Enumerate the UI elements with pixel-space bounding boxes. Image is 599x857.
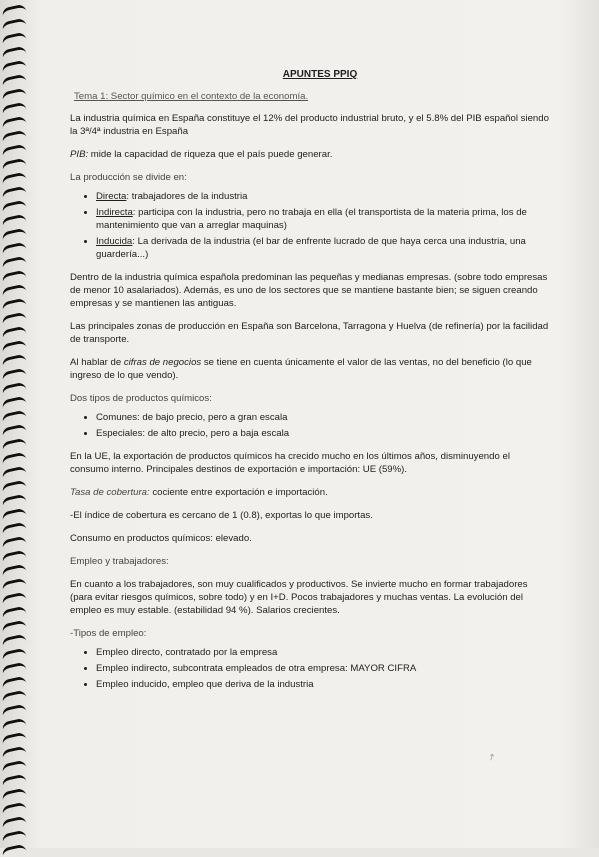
spiral-binding	[0, 0, 32, 848]
list-item: • Empleo inducido, empleo que deriva de la industria	[96, 678, 550, 691]
spiral-ring	[1, 788, 26, 802]
spiral-ring	[1, 746, 26, 760]
production-text: : La derivada de la industria (el bar de enfrente lucrado de que haya cerca una industria, una guardería...)	[96, 236, 526, 260]
spiral-ring	[1, 578, 26, 592]
spiral-ring	[1, 88, 26, 102]
spiral-ring	[1, 466, 26, 480]
employment-types-heading: -Tipos de empleo:	[70, 628, 147, 639]
spiral-ring	[1, 60, 26, 74]
spiral-ring	[1, 214, 26, 228]
spiral-ring	[1, 74, 26, 88]
spiral-ring	[1, 340, 26, 354]
spiral-ring	[1, 424, 26, 438]
topic-heading: Tema 1: Sector químico en el contexto de la economía.	[74, 91, 309, 102]
coverage-text: cociente entre exportación e importación.	[149, 487, 328, 498]
spiral-ring	[1, 298, 26, 312]
list-item: • Empleo directo, contratado por la empresa	[96, 646, 550, 659]
coverage-definition	[70, 486, 550, 499]
spiral-ring	[1, 494, 26, 508]
list-item	[96, 235, 550, 261]
spiral-ring	[1, 200, 26, 214]
coverage-index: -El índice de cobertura es cercano de 1 (0.8), exportas lo que importas.	[70, 510, 373, 521]
spiral-ring	[1, 312, 26, 326]
spiral-ring	[1, 522, 26, 536]
employment-types-list	[70, 646, 550, 691]
spiral-ring	[1, 158, 26, 172]
spiral-ring	[1, 410, 26, 424]
types-list	[70, 411, 550, 440]
consumption-line: Consumo en productos químicos: elevado.	[70, 533, 252, 544]
spiral-ring	[1, 354, 26, 368]
spiral-ring	[1, 284, 26, 298]
spiral-ring	[1, 46, 26, 60]
spiral-ring	[1, 32, 26, 46]
spiral-ring	[1, 844, 26, 857]
production-text: : trabajadores de la industria	[126, 191, 248, 202]
spiral-ring	[1, 480, 26, 494]
production-term: Directa	[96, 191, 127, 202]
figures-term: cifras de negocios	[123, 357, 202, 368]
figures-pre: Al hablar de	[70, 357, 124, 368]
spiral-ring	[1, 564, 26, 578]
list-item: • Comunes: de bajo precio, pero a gran escala	[96, 411, 550, 424]
spiral-ring	[1, 382, 26, 396]
page-title: APUNTES PPIQ	[282, 69, 358, 80]
spiral-ring	[1, 536, 26, 550]
spiral-ring	[1, 242, 26, 256]
production-list	[70, 190, 550, 261]
spiral-ring	[1, 508, 26, 522]
spiral-ring	[1, 18, 26, 32]
pencil-mark: ↗	[485, 750, 498, 764]
spiral-ring	[1, 326, 26, 340]
list-item: • Especiales: de alto precio, pero a baja escala	[96, 427, 550, 440]
spiral-ring	[1, 452, 26, 466]
list-item	[96, 190, 550, 203]
spiral-ring	[1, 116, 26, 130]
spiral-ring	[1, 270, 26, 284]
spiral-ring	[1, 228, 26, 242]
spiral-ring	[1, 774, 26, 788]
spiral-ring	[1, 172, 26, 186]
spiral-ring	[1, 704, 26, 718]
spiral-ring	[1, 368, 26, 382]
spiral-ring	[1, 186, 26, 200]
spiral-ring	[1, 648, 26, 662]
spiral-ring	[1, 438, 26, 452]
figures-post: se tiene en cuenta únicamente el valor de las ventas, no del beneficio (lo que ingreso de lo que vendo).	[70, 357, 532, 381]
spiral-ring	[1, 662, 26, 676]
spiral-ring	[1, 634, 26, 648]
pib-definition	[70, 148, 550, 161]
notes-content	[70, 68, 550, 701]
pib-term: PIB:	[70, 149, 89, 160]
small-business-paragraph: Dentro de la industria química española predominan las pequeñas y medianas empresas. (sobre todo empresas de menor 10 asalariados). Además, es uno de los sectores que se mantiene bastante bien; se siguen creando empresas y se mantienen las antiguas.	[70, 272, 548, 309]
spiral-ring	[1, 592, 26, 606]
spiral-ring	[1, 802, 26, 816]
zones-paragraph: Las principales zonas de producción en España son Barcelona, Tarragona y Huelva (de refinería) por la facilidad de transporte.	[70, 321, 549, 345]
spiral-ring	[1, 256, 26, 270]
list-item	[96, 206, 550, 232]
production-text: : participa con la industria, pero no trabaja en ella (el transportista de la materia prima, los de mantenimiento que van a arreglar maquinas)	[96, 207, 527, 231]
types-heading: Dos tipos de productos químicos:	[70, 393, 212, 404]
intro-paragraph: La industria química en España constituye el 12% del producto industrial bruto, y el 5.8% del PIB español siendo la 3ª/4ª industria en España	[70, 113, 549, 137]
spiral-ring	[1, 676, 26, 690]
spiral-ring	[1, 4, 26, 18]
spiral-ring	[1, 718, 26, 732]
spiral-ring	[1, 690, 26, 704]
spiral-ring	[1, 144, 26, 158]
production-heading: La producción se divide en:	[70, 172, 187, 183]
spiral-ring	[1, 620, 26, 634]
figures-paragraph	[70, 356, 550, 382]
spiral-ring	[1, 732, 26, 746]
pib-text: mide la capacidad de riqueza que el país puede generar.	[88, 149, 333, 160]
spiral-ring	[1, 396, 26, 410]
spiral-ring	[1, 816, 26, 830]
production-term: Indirecta	[96, 207, 133, 218]
spiral-ring	[1, 830, 26, 844]
employment-heading: Empleo y trabajadores:	[70, 556, 169, 567]
coverage-term: Tasa de cobertura:	[70, 487, 150, 498]
employment-paragraph: En cuanto a los trabajadores, son muy cualificados y productivos. Se invierte mucho en formar trabajadores (para evitar riesgos químicos, sobre todo) y en I+D. Pocos trabajadores y muchas ventas. La evolución del empleo es muy estable. (estabilidad 94 %). Salarios crecientes.	[70, 579, 528, 616]
eu-paragraph: En la UE, la exportación de productos químicos ha crecido mucho en los últimos años, disminuyendo el consumo interno. Principales destinos de exportación e importación: UE (59%).	[70, 451, 510, 475]
production-term: Inducida	[96, 236, 133, 247]
list-item: • Empleo indirecto, subcontrata empleados de otra empresa: MAYOR CIFRA	[96, 662, 550, 675]
spiral-ring	[1, 130, 26, 144]
spiral-ring	[1, 102, 26, 116]
spiral-ring	[1, 606, 26, 620]
spiral-ring	[1, 760, 26, 774]
spiral-ring	[1, 550, 26, 564]
